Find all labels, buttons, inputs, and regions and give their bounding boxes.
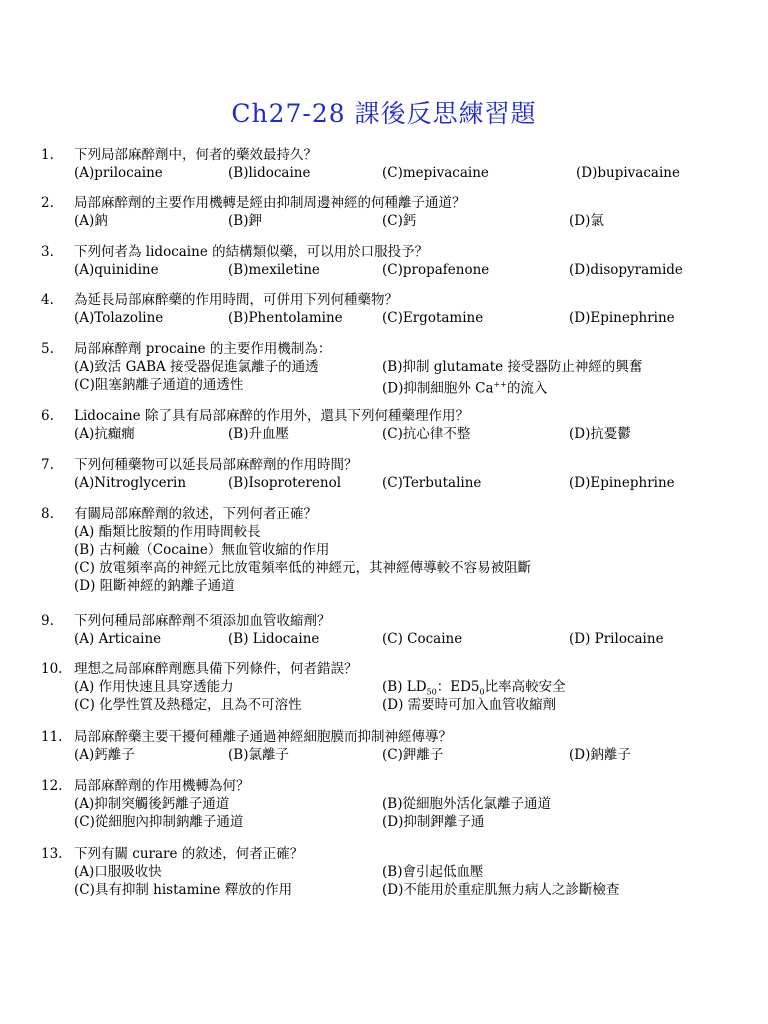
question-text: 下列何種局部麻醉劑不須添加血管收縮劑？ xyxy=(74,613,331,629)
option-a: (A)鈣離子 xyxy=(74,747,135,763)
question-number: 10. xyxy=(41,661,63,677)
option-d: (D)Epinephrine xyxy=(569,475,675,491)
option-b: (B) Lidocaine xyxy=(228,631,320,647)
option-a: (A) 作用快速且具穿透能力 xyxy=(74,679,234,695)
option-b: (B)Isoproterenol xyxy=(228,475,342,491)
option-b: (B)抑制 glutamate 接受器防止神經的興奮 xyxy=(382,359,643,375)
option-b: (B)從細胞外活化氯離子通道 xyxy=(382,796,551,812)
question-text: 理想之局部麻醉劑應具備下列條件，何者錯誤？ xyxy=(74,661,358,677)
question-text: 下列局部麻醉劑中，何者的藥效最持久？ xyxy=(74,147,317,163)
option-d: (D) 需要時可加入血管收縮劑 xyxy=(382,697,557,713)
option-c: (C)propafenone xyxy=(382,262,490,278)
option-b: (B)升血壓 xyxy=(228,426,289,442)
question-number: 12. xyxy=(41,778,63,794)
option-b: (B)mexiletine xyxy=(228,262,320,278)
option-b: (B)會引起低血壓 xyxy=(382,864,484,880)
question-number: 11. xyxy=(41,729,63,745)
question-text: 局部麻醉藥主要干擾何種離子通過神經細胞膜而抑制神經傳導？ xyxy=(74,729,452,745)
option-c: (C) Cocaine xyxy=(382,631,463,647)
option-d: (D)抑制細胞外 Ca++的流入 xyxy=(382,380,548,397)
question-text: 局部麻醉劑的主要作用機轉是經由抑制周邊神經的何種離子通道？ xyxy=(74,195,466,211)
option-a: (A) Articaine xyxy=(74,631,162,647)
question-number: 4. xyxy=(41,292,54,308)
question-number: 8. xyxy=(41,506,54,522)
option-c: (C)mepivacaine xyxy=(382,165,489,181)
option-a: (A)致活 GABA 接受器促進氯離子的通透 xyxy=(74,359,319,375)
option-c: (C) 化學性質及熱穩定，且為不可溶性 xyxy=(74,697,302,713)
option-d: (D)bupivacaine xyxy=(576,165,680,181)
option-d: (D)抗憂鬱 xyxy=(569,426,631,442)
question-text: 下列何者為 lidocaine 的結構類似藥，可以用於口服投予？ xyxy=(74,244,429,260)
option-d: (D)不能用於重症肌無力病人之診斷檢查 xyxy=(382,882,620,898)
option-a: (A)Nitroglycerin xyxy=(74,475,187,491)
option-d: (D) Prilocaine xyxy=(569,631,664,647)
question-text: Lidocaine 除了具有局部麻醉的作用外，還具下列何種藥理作用？ xyxy=(74,408,469,424)
question-number: 2. xyxy=(41,195,54,211)
option-b: (B)lidocaine xyxy=(228,165,311,181)
option-d: (D)鈉離子 xyxy=(569,747,631,763)
page-title: Ch27-28 課後反思練習題 xyxy=(231,99,537,128)
question-text: 為延長局部麻醉藥的作用時間，可併用下列何種藥物？ xyxy=(74,292,398,308)
question-text: 局部麻醉劑 procaine 的主要作用機制為： xyxy=(74,341,332,357)
option-a: (A) 酯類比胺類的作用時間較長 xyxy=(74,524,261,540)
option-c: (C)具有抑制 histamine 釋放的作用 xyxy=(74,882,293,898)
option-a: (A)quinidine xyxy=(74,262,159,278)
option-a: (A)抑制突觸後鈣離子通道 xyxy=(74,796,230,812)
option-c: (C)阻塞鈉離子通道的通透性 xyxy=(74,377,244,393)
question-number: 3. xyxy=(41,244,54,260)
option-b: (B)鉀 xyxy=(228,213,262,229)
option-d: (D)抑制鉀離子通 xyxy=(382,814,485,830)
option-d: (D) 阻斷神經的鈉離子通道 xyxy=(74,578,235,594)
option-c: (C)Terbutaline xyxy=(382,475,482,491)
option-b: (B)Phentolamine xyxy=(228,310,343,326)
option-c: (C)鉀離子 xyxy=(382,747,444,763)
option-c: (C)Ergotamine xyxy=(382,310,484,326)
option-b: (B) 古柯鹼（Cocaine）無血管收縮的作用 xyxy=(74,542,330,558)
question-number: 9. xyxy=(41,613,54,629)
question-text: 下列何種藥物可以延長局部麻醉劑的作用時間？ xyxy=(74,457,358,473)
option-a: (A)Tolazoline xyxy=(74,310,164,326)
question-number: 13. xyxy=(41,846,63,862)
option-a: (A)鈉 xyxy=(74,213,108,229)
option-d: (D)氯 xyxy=(569,213,604,229)
option-a: (A)抗癲癇 xyxy=(74,426,135,442)
option-a: (A)prilocaine xyxy=(74,165,163,181)
option-c: (C)抗心律不整 xyxy=(382,426,471,442)
question-text: 局部麻醉劑的作用機轉為何？ xyxy=(74,778,250,794)
option-b: (B) $LD_{50}$：$ED5_0$比率高較安全 xyxy=(382,679,566,697)
option-c: (C)從細胞內抑制鈉離子通道 xyxy=(74,814,244,830)
option-a: (A)口服吸收快 xyxy=(74,864,162,880)
option-d: (D)disopyramide xyxy=(569,262,683,278)
question-number: 7. xyxy=(41,457,54,473)
question-number: 1. xyxy=(41,147,54,163)
question-text: 有關局部麻醉劑的敘述，下列何者正確？ xyxy=(74,506,317,522)
option-d: (D)Epinephrine xyxy=(569,310,675,326)
option-c: (C) 放電頻率高的神經元比放電頻率低的神經元，其神經傳導較不容易被阻斷 xyxy=(74,560,532,576)
question-number: 6. xyxy=(41,408,54,424)
option-b: (B)氯離子 xyxy=(228,747,289,763)
option-c: (C)鈣 xyxy=(382,213,417,229)
question-number: 5. xyxy=(41,341,54,357)
question-text: 下列有關 curare 的敘述，何者正確？ xyxy=(74,846,304,862)
